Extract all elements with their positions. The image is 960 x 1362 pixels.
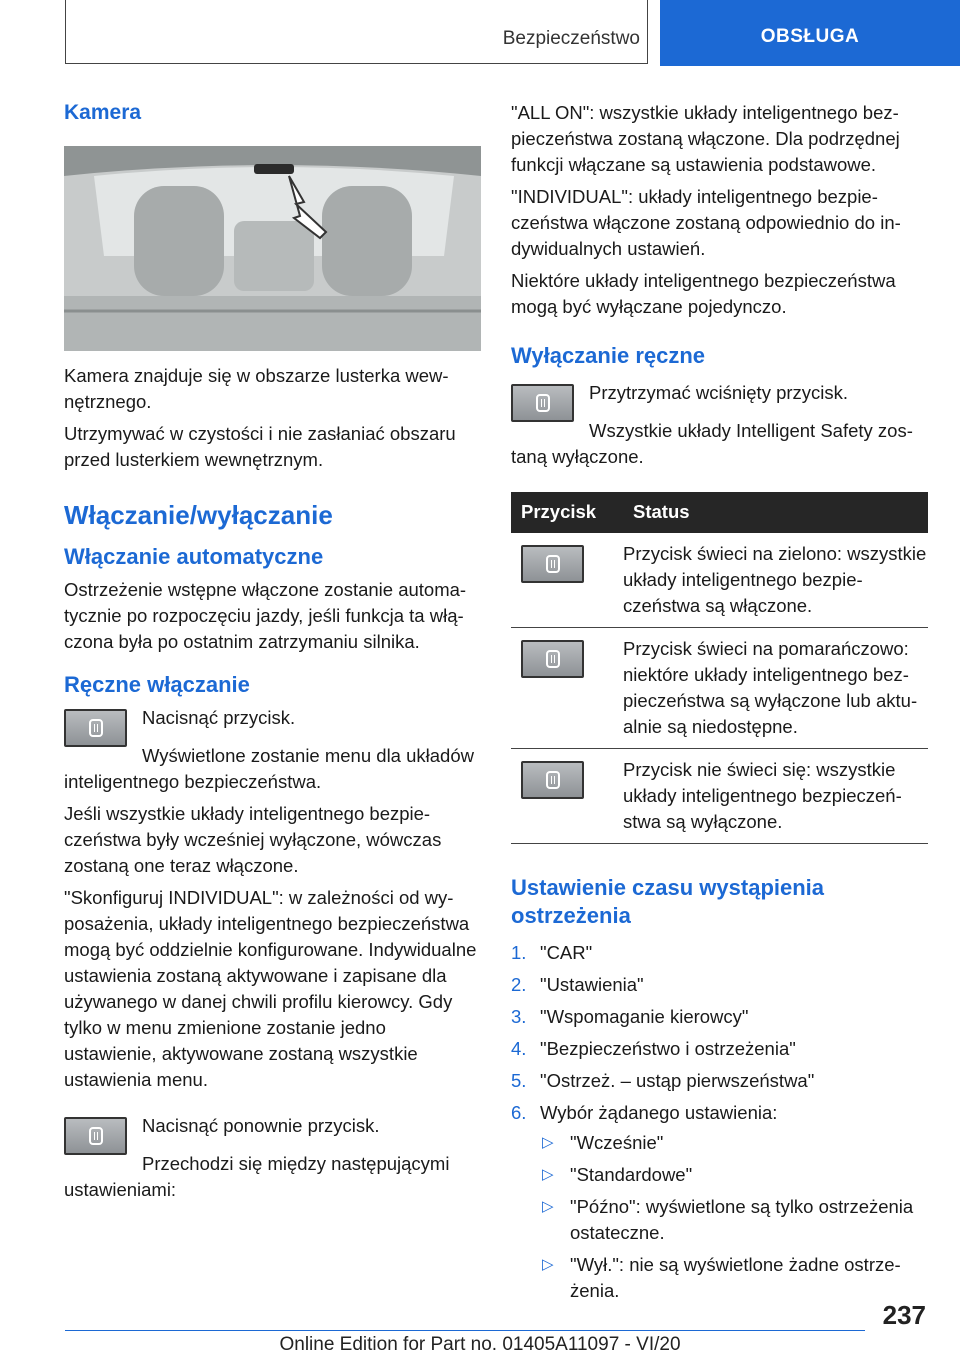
step-number: 4.	[511, 1038, 527, 1059]
list-item	[540, 1130, 928, 1156]
substep-text: "Standardowe"	[570, 1164, 693, 1185]
camera-heading: Kamera	[64, 101, 142, 124]
page-header	[0, 0, 960, 66]
manual-on-heading: Ręczne włączanie	[64, 672, 250, 697]
auto-on-heading: Włączanie automatyczne	[64, 544, 324, 569]
intelligent-safety-button-icon	[546, 650, 560, 668]
step-text: Wybór żądanego ustawienia:	[540, 1102, 778, 1123]
substeps-list	[540, 1130, 928, 1304]
warning-timing-heading: Ustawienie czasu wystąpienia ostrzeżenia	[511, 875, 825, 928]
list-item	[540, 1194, 928, 1246]
table-cell-status: Przycisk nie świeci się: wszystkie układy inteligentnego bezpieczeństwa są wyłączone.	[623, 749, 928, 844]
press-button-instruction	[64, 705, 481, 743]
all-systems-on-text: Jeśli wszystkie układy inteligentnego bezpieczeństwa były wcześniej wyłączone, wówczas zostaną one teraz włączone.	[64, 803, 442, 876]
step-number: 5.	[511, 1070, 527, 1091]
table-row	[511, 533, 928, 628]
list-item	[540, 1252, 928, 1304]
button-status-table	[511, 492, 928, 844]
table-cell-button	[511, 749, 623, 844]
triangle-bullet-icon: ▷	[542, 1166, 554, 1183]
manual-off-heading: Wyłączanie ręczne	[511, 343, 706, 368]
substep-text: "Późno": wyświetlone są tylko ostrzeżenia ostateczne.	[570, 1196, 914, 1243]
onoff-heading: Włączanie/wyłączanie	[64, 500, 333, 530]
table-header-row	[511, 492, 928, 533]
all-on-text: "ALL ON": wszystkie układy inteligentnego bezpieczeństwa zostaną włączone. Dla podrzędnej funkcji włączane są ustawienia podstawowe.	[511, 102, 900, 175]
press-again-text: Nacisnąć ponownie przycisk.	[142, 1115, 380, 1136]
substep-text: "Wył.": nie są wyświetlone żadne ostrzeżenia.	[570, 1254, 901, 1301]
step-text: "CAR"	[540, 942, 593, 963]
safety-button-image	[511, 384, 574, 422]
individual-config-text: "Skonfiguruj INDIVIDUAL": w zależności od wyposażenia, układy inteligentnego bezpieczeństwa mogą być oddzielnie konfigurowane. Indywidualne ustawienia zostaną aktywowane i zapisane dla używanego w danej chwili profilu kierowcy. Gdy tylko w menu zmienione zostanie jedno ustawienie, aktywowane zostaną wszystkie ustawienia menu.	[64, 887, 477, 1090]
substep-text: "Wcześnie"	[570, 1132, 664, 1153]
hold-button-instruction	[511, 380, 928, 418]
individual-text: "INDIVIDUAL": układy inteligentnego bezpieczeństwa włączone zostaną odpowiednio do indywidualnych ustawień.	[511, 186, 901, 259]
cycle-settings-text: Przechodzi się między następującymi ustawieniami:	[64, 1153, 450, 1200]
step-text: "Wspomaganie kierowcy"	[540, 1006, 749, 1027]
step-text: "Ostrzeż. – ustąp pierwszeństwa"	[540, 1070, 815, 1091]
table-header-button: Przycisk	[511, 492, 623, 533]
table-row	[511, 749, 928, 844]
safety-button-image	[64, 1117, 127, 1155]
safety-button-image	[64, 709, 127, 747]
safety-button-image	[521, 761, 584, 799]
menu-display-text: Wyświetlone zostanie menu dla układów inteligentnego bezpieczeństwa.	[64, 745, 474, 792]
hold-button-text: Przytrzymać wciśnięty przycisk.	[589, 382, 849, 403]
camera-location-photo	[64, 146, 481, 351]
list-item	[511, 940, 928, 966]
footer-edition: Online Edition for Part no. 01405A11097 - VI/20	[279, 1334, 681, 1355]
step-text: "Bezpieczeństwo i ostrzeżenia"	[540, 1038, 796, 1059]
auto-on-text: Ostrzeżenie wstępne włączone zostanie automatycznie po rozpoczęciu jazdy, jeśli funkcja ta włączona była po ostatnim zatrzymaniu silnika.	[64, 579, 467, 652]
safety-button-image	[521, 640, 584, 678]
intelligent-safety-button-icon	[546, 555, 560, 573]
table-cell-button	[511, 533, 623, 628]
table-cell-status: Przycisk świeci na pomarańczowo: niektóre układy inteligentnego bezpieczeństwa są wyłączone lub aktualnie są niedostępne.	[623, 628, 928, 749]
list-item	[511, 1100, 928, 1304]
header-chapter-tab	[660, 0, 960, 66]
camera-location-text: Kamera znajduje się w obszarze lusterka wewnętrznego.	[64, 365, 449, 412]
page-number: 237	[882, 1300, 926, 1330]
list-item	[511, 1004, 928, 1030]
all-off-text: Wszystkie układy Intelligent Safety zostaną wyłączone.	[511, 420, 913, 467]
list-item	[511, 1036, 928, 1062]
step-number: 6.	[511, 1102, 527, 1123]
intelligent-safety-button-icon	[546, 771, 560, 789]
camera-clean-text: Utrzymywać w czystości i nie zasłaniać obszaru przed lusterkiem wewnętrznym.	[64, 423, 456, 470]
left-column	[64, 100, 481, 1209]
intelligent-safety-button-icon	[89, 719, 103, 737]
press-button-text: Nacisnąć przycisk.	[142, 707, 296, 728]
table-header-status: Status	[623, 492, 928, 533]
right-column	[511, 100, 928, 1310]
footer-divider	[65, 1330, 865, 1331]
list-item	[540, 1162, 928, 1188]
step-number: 3.	[511, 1006, 527, 1027]
table-cell-status: Przycisk świeci na zielono: wszystkie układy inteligentnego bezpieczeństwa są włączone.	[623, 533, 928, 628]
step-number: 1.	[511, 942, 527, 963]
step-number: 2.	[511, 974, 527, 995]
triangle-bullet-icon: ▷	[542, 1134, 554, 1151]
header-section-title: Bezpieczeństwo	[502, 28, 640, 49]
table-cell-button	[511, 628, 623, 749]
step-text: "Ustawienia"	[540, 974, 644, 995]
triangle-bullet-icon: ▷	[542, 1198, 554, 1215]
steps-list	[511, 940, 928, 1304]
header-chapter-label: OBSŁUGA	[760, 26, 860, 47]
intelligent-safety-button-icon	[536, 394, 550, 412]
press-again-instruction	[64, 1113, 481, 1151]
list-item	[511, 1068, 928, 1094]
triangle-bullet-icon: ▷	[542, 1256, 554, 1273]
safety-button-image	[521, 545, 584, 583]
list-item	[511, 972, 928, 998]
intelligent-safety-button-icon	[89, 1127, 103, 1145]
table-row	[511, 628, 928, 749]
single-off-text: Niektóre układy inteligentnego bezpieczeństwa mogą być wyłączane pojedynczo.	[511, 270, 896, 317]
